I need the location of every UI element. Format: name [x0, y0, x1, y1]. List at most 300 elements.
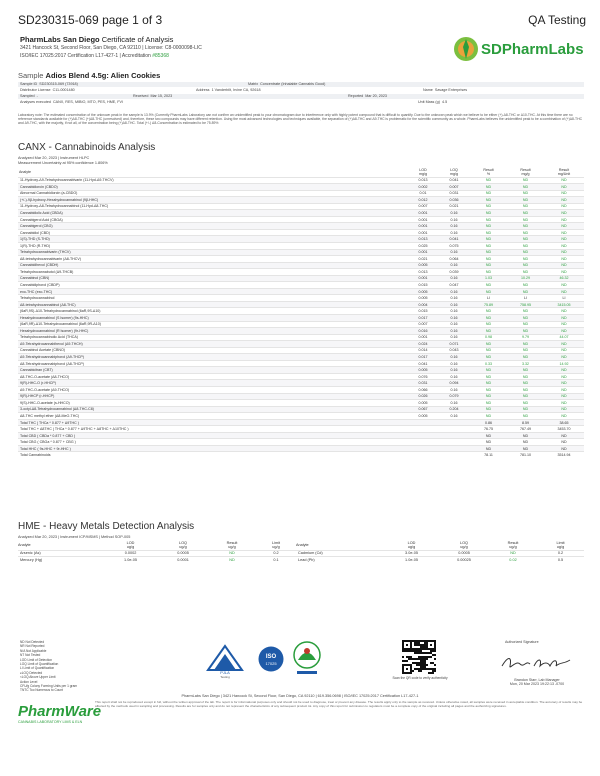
- analyte-cell: (+/-)-9β-hydroxy-Hexahydrocannabinol (9β-HHC): [18, 197, 408, 204]
- value-cell: ND: [470, 321, 507, 328]
- value-cell: 0.079: [438, 393, 470, 400]
- analyte-cell: 9(R)-HHC-O (r-HHCP): [18, 380, 408, 387]
- value-cell: 0.012: [408, 197, 438, 204]
- value-cell: ND: [470, 347, 507, 354]
- value-cell: 0.001: [408, 275, 438, 282]
- analyte-cell: Tetrahydrocannabivarin (THCV): [18, 249, 408, 256]
- value-cell: ND: [507, 288, 544, 295]
- value-cell: 0.039: [438, 269, 470, 276]
- analyte-cell: Δ8-Tetrahydrocannabiphorol (Δ8-THCP): [18, 360, 408, 367]
- value-cell: ND: [507, 223, 544, 230]
- result-mgg-header: Result mg/g: [520, 167, 531, 176]
- info-row: Sample ID SD230315-069 (73918): [20, 82, 78, 86]
- total-value: ND: [470, 445, 507, 452]
- value-cell: 0.013: [408, 236, 438, 243]
- analyte-cell: Lead (Pb): [296, 557, 384, 564]
- value-cell: ND: [544, 387, 584, 394]
- value-cell: ND: [507, 373, 544, 380]
- svg-text:ISO: ISO: [265, 654, 277, 660]
- info-row: Analyses executed CANX, RES, MIBIO, MTO, PES, HME, FVI: [20, 100, 124, 104]
- value-cell: ND: [507, 262, 544, 269]
- lab-iso: ISO/IEC 17025:2017 Certification L17-427-1 | Accreditation #85368: [20, 53, 169, 59]
- value-cell: 0.036: [438, 197, 470, 204]
- total-value: [408, 452, 438, 459]
- analyte-cell: Δ8-tetrahydrocannabinol (Δ8-THC): [18, 301, 408, 308]
- value-cell: ND: [470, 177, 507, 184]
- value-cell: 0.16: [438, 328, 470, 335]
- analyte-cell: 3-octyl-Δ8-Tetrahydrocannabinol (Δ8-THC-C8): [18, 406, 408, 413]
- analyte-cell: 9(S)-HHC-O-acetate (s-HHCO): [18, 400, 408, 407]
- value-cell: 0.071: [438, 341, 470, 348]
- total-value: ND: [544, 439, 584, 446]
- value-cell: ND: [544, 393, 584, 400]
- value-cell: ND: [507, 406, 544, 413]
- value-cell: 0.005: [408, 367, 438, 374]
- value-cell: 0.16: [438, 387, 470, 394]
- analyte-cell: Mercury (Hg): [18, 557, 103, 564]
- total-value: 76.75: [470, 426, 507, 433]
- value-cell: 14.92: [544, 360, 584, 367]
- total-value: ND: [544, 432, 584, 439]
- value-cell: 0.16: [438, 373, 470, 380]
- value-cell: 1.03: [470, 275, 507, 282]
- value-cell: ND: [544, 308, 584, 315]
- sdpharmlabs-logo: [452, 33, 587, 65]
- value-cell: ND: [507, 354, 544, 361]
- value-cell: 0.16: [438, 262, 470, 269]
- value-cell: 0.16: [438, 249, 470, 256]
- legend-item: TNTC Too Numerous to Count: [20, 688, 63, 693]
- value-cell: 3415.05: [544, 301, 584, 308]
- value-cell: ND: [208, 557, 256, 564]
- value-cell: ND: [470, 380, 507, 387]
- total-label: Total CBG ( CBGa * 0.877 + CBG ): [18, 439, 408, 446]
- value-cell: 0.01: [408, 190, 438, 197]
- value-cell: LI: [507, 295, 544, 302]
- value-cell: ND: [507, 256, 544, 263]
- value-cell: 0.0002: [103, 550, 158, 557]
- total-value: ND: [507, 445, 544, 452]
- svg-text:CANNABIS LABORATORY LIMS & ELN: CANNABIS LABORATORY LIMS & ELN: [18, 720, 83, 724]
- total-value: 3514.94: [544, 452, 584, 459]
- value-cell: ND: [470, 387, 507, 394]
- total-row: [18, 452, 584, 459]
- value-cell: ND: [507, 393, 544, 400]
- value-cell: ND: [470, 413, 507, 420]
- value-cell: ND: [470, 308, 507, 315]
- value-cell: 0.005: [408, 400, 438, 407]
- analyte-cell: Δ9-Tetrahydrocannabiphorol (Δ9-THCP): [18, 354, 408, 361]
- iso-17025-badge: [258, 646, 284, 672]
- value-cell: 0.001: [408, 223, 438, 230]
- total-value: ND: [470, 432, 507, 439]
- value-cell: 0.001: [408, 216, 438, 223]
- value-cell: ND: [544, 197, 584, 204]
- value-cell: ND: [544, 242, 584, 249]
- total-label: Total THC ( THCa * 0.877 + Δ9THC ): [18, 419, 408, 426]
- value-cell: 0.017: [408, 314, 438, 321]
- value-cell: ND: [470, 229, 507, 236]
- value-cell: 0.16: [438, 360, 470, 367]
- total-label: Total Cannabinoids: [18, 452, 408, 459]
- value-cell: 9.79: [507, 334, 544, 341]
- analyte-cell: 11-Hydroxy-Δ8-Tetrahydrocannabinol (11-Hyd-Δ8-THC): [18, 203, 408, 210]
- value-cell: ND: [507, 400, 544, 407]
- total-value: 8.59: [507, 419, 544, 426]
- value-cell: ND: [507, 184, 544, 191]
- value-cell: 0.16: [438, 223, 470, 230]
- value-cell: 0.017: [408, 354, 438, 361]
- analyte-cell: Cannabigerol (CBG): [18, 223, 408, 230]
- value-cell: ND: [507, 203, 544, 210]
- total-value: [438, 452, 470, 459]
- legend-item: <LOQ Above Upper Limit: [20, 675, 56, 680]
- value-cell: 0.33: [470, 360, 507, 367]
- value-cell: ND: [507, 341, 544, 348]
- value-cell: ND: [489, 550, 537, 557]
- value-cell: 0.1: [256, 557, 296, 564]
- value-cell: 0.094: [438, 380, 470, 387]
- analyte-cell: Cannabinol (CBN): [18, 275, 408, 282]
- result-unit-header: Result mg/Unit: [557, 167, 571, 176]
- legend-item: NT Not Tested: [20, 653, 41, 658]
- value-cell: 0.015: [408, 308, 438, 315]
- analyte-cell: Cannabicitran (CBT): [18, 367, 408, 374]
- value-cell: ND: [470, 367, 507, 374]
- value-cell: ND: [208, 550, 256, 557]
- analyte-cell: Δ9-THC-O-acetate (Δ9-THCO): [18, 387, 408, 394]
- value-cell: 0.16: [438, 334, 470, 341]
- value-cell: 0.16: [438, 367, 470, 374]
- value-cell: 0.013: [408, 177, 438, 184]
- legend-item: ≥LOQ Detected: [20, 670, 43, 675]
- value-cell: 0.024: [408, 341, 438, 348]
- total-label: Total HHC ( 9s-HHC + 9r-HHC ): [18, 445, 408, 452]
- value-cell: ND: [544, 354, 584, 361]
- total-label: Total THC + Δ8THC ( THCa * 0.877 + Δ9THC + Δ8THC + Δ10THC ): [18, 426, 408, 433]
- value-cell: LI: [470, 295, 507, 302]
- value-cell: 0.5: [537, 557, 584, 564]
- lab-name: PharmLabs San Diego: [20, 35, 100, 44]
- value-cell: ND: [507, 308, 544, 315]
- total-value: 78.11: [470, 452, 507, 459]
- sample-info-block: Sample ID SD230315-069 (73918) Matrix Concentrate (Inhalable Cannabis Good) Distributor License C11-0001480 Address 1 Vanderbilt, Irvine CA, 92618 Name Savage Enterprises Sampled - Received Mar 15, 2023 Reported Mar 20, 2023 Analyses executed CANX, RES, MIBIO, MTO, PES, HME, FVI Unit Mass (g) 4.5: [18, 82, 584, 112]
- value-cell: ND: [507, 197, 544, 204]
- value-cell: ND: [470, 210, 507, 217]
- value-cell: ND: [544, 210, 584, 217]
- table-row: [18, 557, 584, 564]
- analyte-cell: Hexahydrocannabinol (S Isomer) (9s-HHC): [18, 314, 408, 321]
- analyte-cell: Tetrahydrocannabinolic Acid (THCA): [18, 334, 408, 341]
- value-cell: 3.0e-05: [384, 550, 439, 557]
- value-cell: 3.32: [507, 360, 544, 367]
- value-cell: 0.16: [438, 288, 470, 295]
- legend-item: LOD Limit of Detection: [20, 657, 53, 662]
- total-value: ND: [507, 439, 544, 446]
- analyte-cell: Δ8-tetrahydrocannabivarin (Δ8-THCV): [18, 256, 408, 263]
- sample-title: Sample Adios Blend 4.5g: Alien Cookies: [18, 71, 161, 80]
- value-cell: 1.0e-05: [103, 557, 158, 564]
- value-cell: ND: [470, 262, 507, 269]
- value-cell: ND: [544, 184, 584, 191]
- value-cell: 0.041: [438, 236, 470, 243]
- canx-analyzed: Analyzed Mar 20, 2023 | Instrument HLPC: [18, 156, 90, 160]
- sample-name: Adios Blend 4.5g: Alien Cookies: [45, 71, 161, 80]
- value-cell: 0.064: [438, 256, 470, 263]
- analyte-cell: Cannabinol Acetate (CBNO): [18, 347, 408, 354]
- value-cell: 0.025: [408, 242, 438, 249]
- value-cell: 0.001: [408, 334, 438, 341]
- total-value: ND: [470, 439, 507, 446]
- value-cell: 0.021: [438, 203, 470, 210]
- result-pct-header: Result %: [483, 167, 494, 176]
- value-cell: 0.0001: [158, 557, 208, 564]
- value-cell: ND: [544, 373, 584, 380]
- value-cell: ND: [544, 282, 584, 289]
- value-cell: ND: [470, 236, 507, 243]
- value-cell: ND: [507, 269, 544, 276]
- value-cell: ND: [507, 216, 544, 223]
- legend-item: LOQ Limit of Quantification: [20, 662, 59, 667]
- value-cell: 0.007: [408, 321, 438, 328]
- canx-section-title: CANX - Cannabinoids Analysis: [18, 142, 156, 153]
- pharmware-logo: [18, 700, 102, 726]
- value-cell: 0.16: [438, 354, 470, 361]
- svg-text:PharmWare: PharmWare: [18, 703, 102, 720]
- value-cell: ND: [507, 210, 544, 217]
- value-cell: 0.043: [438, 347, 470, 354]
- value-cell: 0.031: [438, 190, 470, 197]
- info-row: Sampled -: [20, 94, 38, 98]
- analyte-cell: Cannabidiphorol (CBDP): [18, 282, 408, 289]
- total-value: 767.49: [507, 426, 544, 433]
- value-cell: ND: [470, 314, 507, 321]
- value-cell: 0.0005: [158, 550, 208, 557]
- value-cell: ND: [507, 347, 544, 354]
- value-cell: 0.16: [438, 275, 470, 282]
- value-cell: ND: [470, 256, 507, 263]
- value-cell: ND: [470, 341, 507, 348]
- analyte-cell: Δ8-THC-O-acetate (Δ8-THCO): [18, 373, 408, 380]
- analyte-cell: Cannabidiol (CBD): [18, 229, 408, 236]
- analyte-cell: 11-Hydroxy-Δ9-Tetrahydrocannabivarin (11-Hyd-Δ9-THCV): [18, 177, 408, 184]
- value-cell: ND: [544, 223, 584, 230]
- lab-address: 3421 Hancock St, Second Floor, San Diego, CA 92110 | License: C8-0000098-LIC: [20, 45, 202, 51]
- value-cell: ND: [544, 216, 584, 223]
- handwritten-signature: [500, 652, 572, 672]
- value-cell: ND: [507, 314, 544, 321]
- value-cell: ND: [544, 413, 584, 420]
- qr-caption: Scan the QR code to verify authenticity: [392, 676, 448, 680]
- value-cell: ND: [470, 242, 507, 249]
- analyte-cell: Cannabidiorcin (CBDO): [18, 184, 408, 191]
- value-cell: 0.041: [438, 177, 470, 184]
- value-cell: ND: [544, 269, 584, 276]
- authorized-signature-label: Authorized Signature: [505, 640, 539, 644]
- value-cell: ND: [507, 229, 544, 236]
- table-header-row: Analyte LOD ug/g LOQ ug/g Result ug/g Limit ug/g Analyte LOD ug/g LOQ ug/g Result ug/g Limit ug/g: [18, 541, 565, 550]
- heavy-metals-table: [18, 541, 584, 563]
- value-cell: 0.005: [408, 262, 438, 269]
- value-cell: 0.02: [489, 557, 537, 564]
- accreditation-link[interactable]: #85368: [152, 53, 169, 59]
- value-cell: 46.32: [544, 275, 584, 282]
- value-cell: 0.2: [537, 550, 584, 557]
- value-cell: 0.007: [438, 184, 470, 191]
- value-cell: ND: [544, 236, 584, 243]
- value-cell: 0.16: [438, 400, 470, 407]
- analyte-cell: (6aR,9S)-Δ10-Tetrahydrocannabinol (6aR,9S-Δ10): [18, 308, 408, 315]
- value-cell: ND: [507, 321, 544, 328]
- value-cell: ND: [470, 282, 507, 289]
- value-cell: ND: [507, 190, 544, 197]
- value-cell: 0.007: [408, 203, 438, 210]
- value-cell: ND: [544, 177, 584, 184]
- value-cell: ND: [544, 314, 584, 321]
- analyte-cell: Cannabidihexol (CBDH): [18, 262, 408, 269]
- footer-disclaimer: This report shall not be reproduced except in full, without the written approval of the lab. The report is for informational purposes only and should not be used to diagnose, treat or prevent any disease. The results apply only to the sample as received. Unless otherwise noted, all samples were received in acceptable condition. The accuracy of results may be affected by the methods used in sampling and processing. Results are for samples only and do not represent the characteristics of any subsequent product lot. Any copy of this report for submission to regulators must be a complete copy of the original including all pages and the authorizing signatures.: [95, 700, 583, 708]
- analyte-cell: Cadmium (Cd): [296, 550, 384, 557]
- cannabinoids-table: [18, 167, 584, 459]
- value-cell: 0.0005: [439, 550, 489, 557]
- value-cell: ND: [470, 184, 507, 191]
- analyte-cell: Tetrahydrocannabinol: [18, 295, 408, 302]
- value-cell: 0.005: [408, 413, 438, 420]
- legend-item: LI Limit of Quantification: [20, 666, 55, 671]
- value-cell: 0.16: [438, 210, 470, 217]
- legend-item: NR Not Reported: [20, 644, 45, 649]
- value-cell: ND: [507, 413, 544, 420]
- table-header-row: [18, 167, 584, 177]
- hme-analyzed: Analyzed Mar 20, 2023 | Instrument ICP/MSMS | Method SOP-005: [18, 535, 131, 539]
- value-cell: ND: [544, 256, 584, 263]
- total-value: 3453.70: [544, 426, 584, 433]
- value-cell: ND: [544, 380, 584, 387]
- total-label: Total CBD ( CBDa * 0.877 + CBD ): [18, 432, 408, 439]
- legend-item: ND Not Detected: [20, 640, 45, 644]
- analyte-cell: Δ8-THC methyl ether (Δ8-MeO-THC): [18, 413, 408, 420]
- value-cell: 0.041: [408, 360, 438, 367]
- laboratory-note: Laboratory note: The estimated concentration of the unknown peak in the sample is 13.9% (Currently PharmLabs Laboratory can not confirm an unidentified peak to your chromatogram due to interference only with highly potent compound that is difficult to quantify. Due to the unknown peak which we believe to be either (+)-Δ8-THC or Δ10-THC. At this time there are no reference standards available for (+)Δ8-THC (+)Δ8-THC (unresolved) and, therefore, these two compounds may have different retention. Using the most advanced technologies and techniques available, the separation of (+)Δ8-THC and Δ9-THC is problematic for the scientific community as a whole. PharmLabs believes the unidentified peak to be a combination of (+)Δ8-THC and Δ9-THC, with the majority, if not all, of the concentration being (+)Δ8-THC. Total (+/-) Δ8-Concentration is estimated to be 75.89%: [18, 113, 583, 126]
- value-cell: ND: [470, 328, 507, 335]
- analyte-cell: 9(R)-HHCP (r-HHCP): [18, 393, 408, 400]
- value-cell: 0.005: [408, 295, 438, 302]
- value-cell: ND: [544, 190, 584, 197]
- value-cell: ND: [544, 249, 584, 256]
- value-cell: ND: [507, 236, 544, 243]
- value-cell: 0.16: [438, 314, 470, 321]
- analyte-cell: exo-THC (exo-THC): [18, 288, 408, 295]
- value-cell: 0.076: [408, 373, 438, 380]
- value-cell: ND: [507, 177, 544, 184]
- total-value: 38.65: [544, 419, 584, 426]
- value-cell: ND: [544, 400, 584, 407]
- value-cell: ND: [470, 354, 507, 361]
- total-value: ND: [507, 432, 544, 439]
- value-cell: 0.021: [408, 256, 438, 263]
- value-cell: ND: [470, 288, 507, 295]
- signer-block: [496, 678, 578, 687]
- doc-type: Certificate of Analysis: [101, 35, 174, 44]
- legend-item: N/A Not Applicable: [20, 648, 47, 653]
- value-cell: ND: [470, 216, 507, 223]
- value-cell: 0.16: [438, 295, 470, 302]
- total-value: ND: [544, 445, 584, 452]
- value-cell: ND: [470, 269, 507, 276]
- value-cell: ND: [507, 328, 544, 335]
- analyte-cell: Δ9-Tetrahydrocannabihexol (Δ9-THCH): [18, 341, 408, 348]
- total-value: 781.10: [507, 452, 544, 459]
- svg-text:SDPharmLabs: SDPharmLabs: [481, 41, 584, 58]
- value-cell: 0.16: [438, 413, 470, 420]
- svg-text:17025: 17025: [265, 661, 277, 666]
- loq-header: LOQ mg/g: [450, 167, 458, 176]
- value-cell: 0.16: [438, 229, 470, 236]
- value-cell: ND: [507, 249, 544, 256]
- value-cell: 0.16: [438, 321, 470, 328]
- value-cell: LI: [544, 295, 584, 302]
- verification-qr-code[interactable]: [402, 640, 436, 674]
- value-cell: 0.031: [408, 380, 438, 387]
- svg-text:Testing: Testing: [220, 675, 230, 679]
- value-cell: ND: [470, 249, 507, 256]
- analyte-cell: Abnormal Cannabidiorcin (a-CBDO): [18, 190, 408, 197]
- value-cell: ND: [470, 203, 507, 210]
- value-cell: 0.067: [408, 406, 438, 413]
- value-cell: ND: [544, 288, 584, 295]
- pharmlabs-accreditation-badge: [292, 640, 322, 678]
- value-cell: 0.015: [408, 282, 438, 289]
- signature-date: Mon, 20 Mar 2023 19:22:13 -0700: [509, 682, 565, 687]
- analyte-cell: 1(R)-THD (R-THD): [18, 242, 408, 249]
- value-cell: 758.95: [507, 301, 544, 308]
- value-cell: ND: [507, 367, 544, 374]
- analyte-cell: 1(S)-THD (S-THD): [18, 236, 408, 243]
- value-cell: 0.005: [408, 288, 438, 295]
- qa-label: QA Testing: [528, 13, 586, 27]
- value-cell: 0.075: [438, 242, 470, 249]
- value-cell: ND: [544, 367, 584, 374]
- analyte-header: Analyte: [19, 169, 31, 174]
- value-cell: ND: [544, 328, 584, 335]
- value-cell: 0.001: [408, 210, 438, 217]
- value-cell: ND: [470, 400, 507, 407]
- value-cell: ND: [544, 203, 584, 210]
- value-cell: ND: [544, 347, 584, 354]
- value-cell: ND: [470, 197, 507, 204]
- value-cell: 0.00025: [439, 557, 489, 564]
- legend-item: Action Level: [20, 679, 38, 684]
- value-cell: 0.001: [408, 249, 438, 256]
- abbreviation-legend: [20, 640, 82, 693]
- analyte-cell: Hexahydrocannabinol (R Isomer) (9r-HHC): [18, 328, 408, 335]
- value-cell: ND: [544, 321, 584, 328]
- lab-title: [20, 35, 173, 44]
- value-cell: ND: [470, 373, 507, 380]
- value-cell: 0.16: [438, 301, 470, 308]
- value-cell: 0.16: [438, 216, 470, 223]
- value-cell: 0.026: [408, 393, 438, 400]
- value-cell: ND: [470, 393, 507, 400]
- hme-section-title: HME - Heavy Metals Detection Analysis: [18, 521, 195, 532]
- document-id: SD230315-069 page 1 of 3: [18, 13, 163, 27]
- signer-name: Brandon Starr, Lab Manager: [514, 678, 560, 682]
- value-cell: ND: [544, 341, 584, 348]
- value-cell: 0.98: [470, 334, 507, 341]
- analyte-cell: Arsenic (As): [18, 550, 103, 557]
- canx-uncertainty: Measurement Uncertainty at 95% confidence 1.806%: [18, 161, 108, 165]
- value-cell: 0.001: [408, 229, 438, 236]
